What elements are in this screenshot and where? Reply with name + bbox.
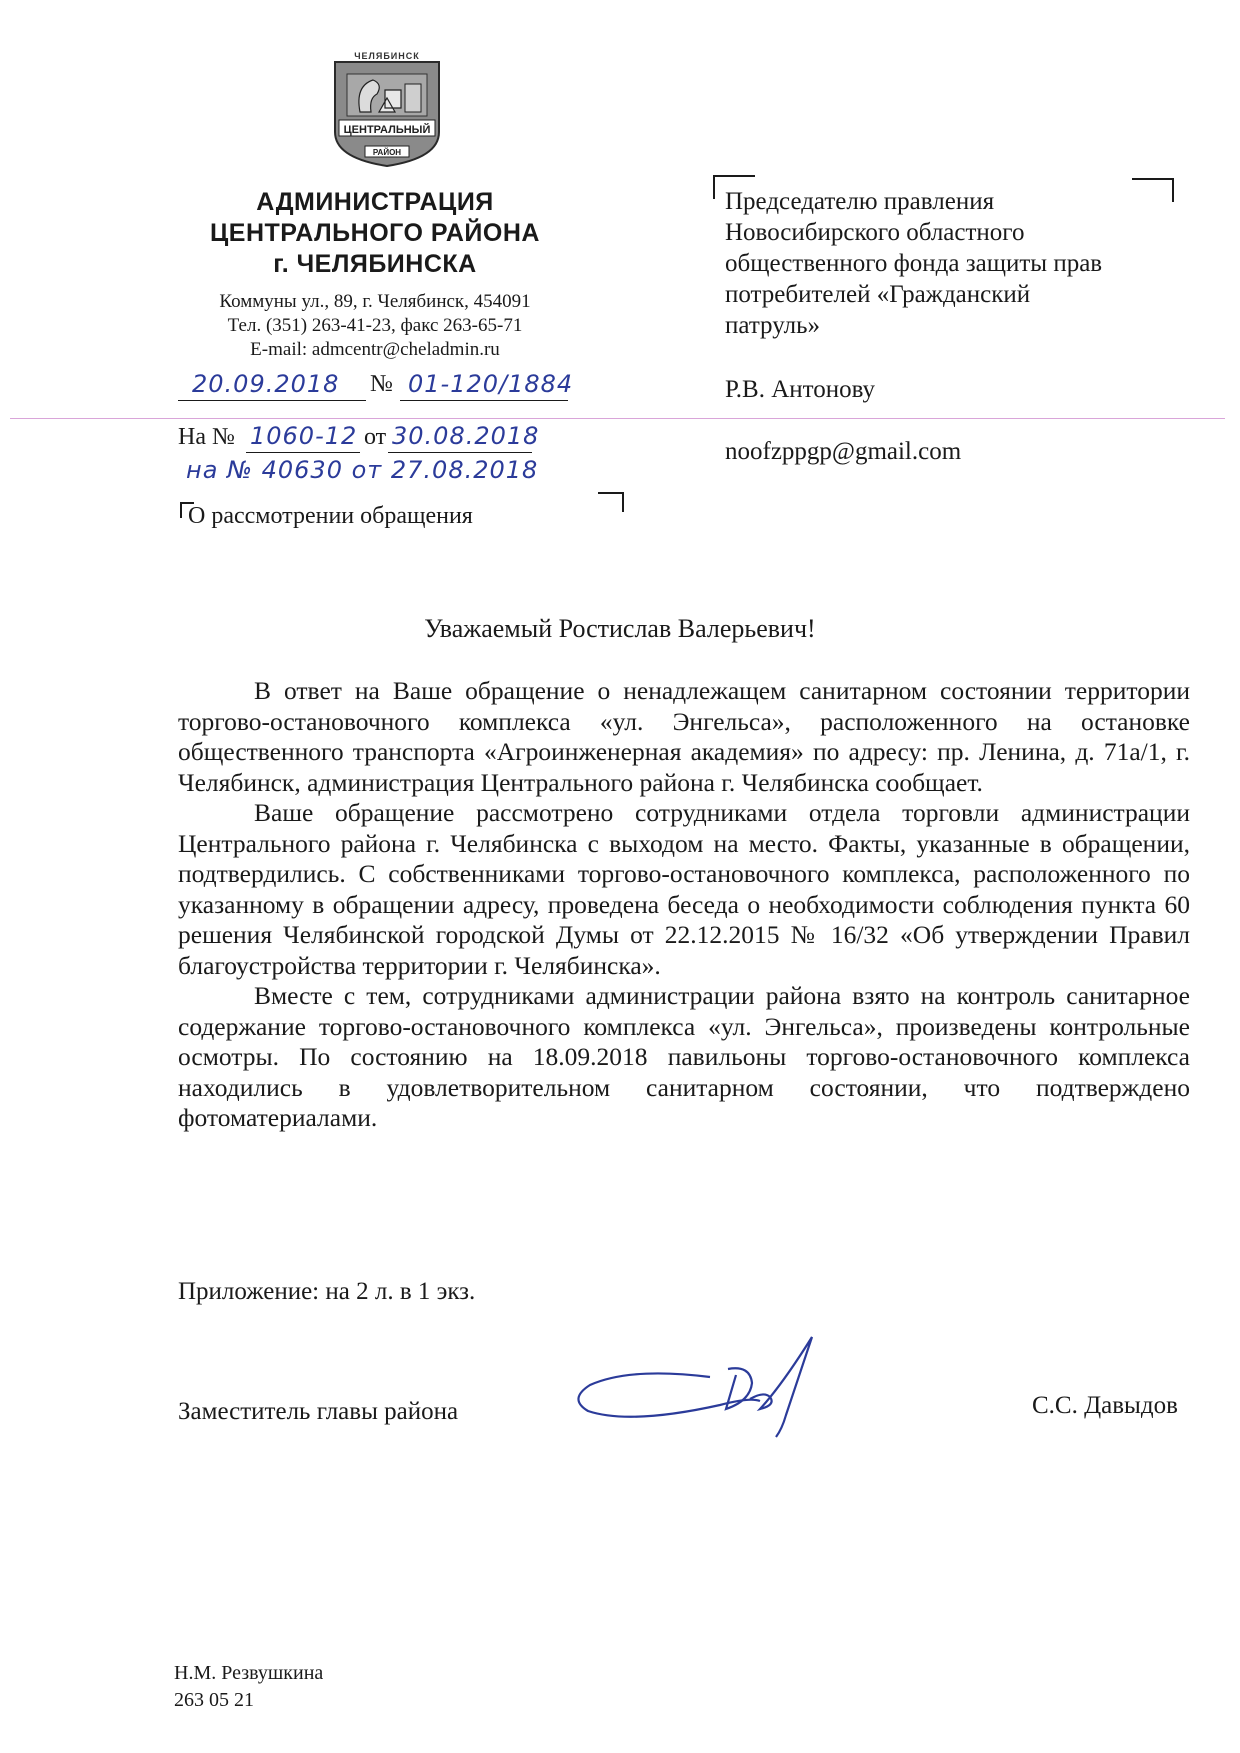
recipient-name: Р.В. Антонову (725, 376, 876, 403)
reg-number: 01-120/1884 (408, 370, 574, 398)
salutation: Уважаемый Ростислав Валерьевич! (424, 614, 816, 643)
reply-handwritten-note: на № 40630 от 27.08.2018 (186, 456, 539, 484)
recipient-email: noofzppgp@gmail.com (725, 438, 962, 465)
body-paragraph-1: В ответ на Ваше обращение о ненадлежащем санитарном состоянии территории торгово-остановочного комплекса «ул. Энгельса», расположенного на остановке общественного транспорта «Агроинженерная академия» по адресу: пр. Ленина, д. 71а/1, г. Челябинск, администрация Центрального района г. Челябинска сообщает. (178, 676, 1190, 797)
handwritten-signature-icon (560, 1325, 860, 1445)
reg-date: 20.09.2018 (192, 370, 340, 398)
sender-phone: Тел. (351) 263-41-23, факс 263-65-71 (227, 315, 523, 336)
org-name-line-1: АДМИНИСТРАЦИЯ (256, 188, 494, 216)
body-paragraph-3: Вместе с тем, сотрудниками администрации района взято на контроль санитарное содержание торгово-остановочного комплекса «ул. Энгельса», произведены контрольные осмотры. По состоянию на 18.09.2018 павильоны торгово-остановочного комплекса находились в удовлетворительном санитарном состоянии, что подтверждено фотоматериалами. (178, 981, 1190, 1132)
signatory-position: Заместитель главы района (178, 1398, 459, 1425)
executor-phone: 263 05 21 (174, 1689, 254, 1711)
recipient-line-1: Председателю правления (725, 188, 995, 215)
reg-number-field (400, 368, 574, 401)
attachment-note: Приложение: на 2 л. в 1 экз. (178, 1278, 476, 1305)
emblem-bottom-text: РАЙОН (372, 148, 402, 157)
body-paragraph-2: Ваше обращение рассмотрено сотрудниками отдела торговли администрации Центрального района г. Челябинска с выходом на место. Факты, указанные в обращении, подтвердились. С собственниками торгово-остановочного комплекса, расположенного по указанному в обращении адресу, проведена беседа о необходимости соблюдения пункта 60 решения Челябинской городской Думы от 22.12.2015 № 16/32 «Об утверждении Правил благоустройства территории г. Челябинска». (178, 798, 1190, 980)
subject-bracket-right (598, 492, 624, 512)
reg-number-label: № (370, 371, 393, 397)
fold-divider (10, 418, 1225, 419)
reply-number-label: На № (178, 424, 235, 450)
signatory-name: С.С. Давыдов (1032, 1392, 1178, 1419)
recipient-bracket-right (1132, 178, 1174, 202)
executor-name: Н.М. Резвушкина (174, 1662, 324, 1684)
org-name-line-2: ЦЕНТРАЛЬНОГО РАЙОНА (210, 219, 540, 247)
reply-number: 1060-12 (250, 422, 358, 450)
reg-date-field (178, 368, 366, 401)
reply-date: 30.08.2018 (392, 422, 540, 450)
recipient-line-3: общественного фонда защиты прав (725, 250, 1103, 277)
recipient-line-5: патруль» (725, 312, 821, 339)
recipient-line-2: Новосибирского областного (725, 219, 1025, 246)
subject-line: О рассмотрении обращения (188, 503, 473, 529)
org-name-line-3: г. ЧЕЛЯБИНСКА (273, 250, 477, 278)
recipient-line-4: потребителей «Гражданский (725, 281, 1031, 308)
reply-from-label: от (364, 424, 387, 450)
reply-date-field (388, 420, 540, 453)
letter-body (178, 676, 1190, 1134)
sender-address: Коммуны ул., 89, г. Челябинск, 454091 (219, 291, 531, 312)
sender-email: E-mail: admcentr@cheladmin.ru (250, 339, 500, 360)
emblem-band-text: ЦЕНТРАЛЬНЫЙ (343, 124, 431, 136)
emblem-top-text: ЧЕЛЯБИНСК (354, 51, 420, 61)
reply-number-field (246, 420, 360, 453)
district-emblem (325, 50, 449, 168)
